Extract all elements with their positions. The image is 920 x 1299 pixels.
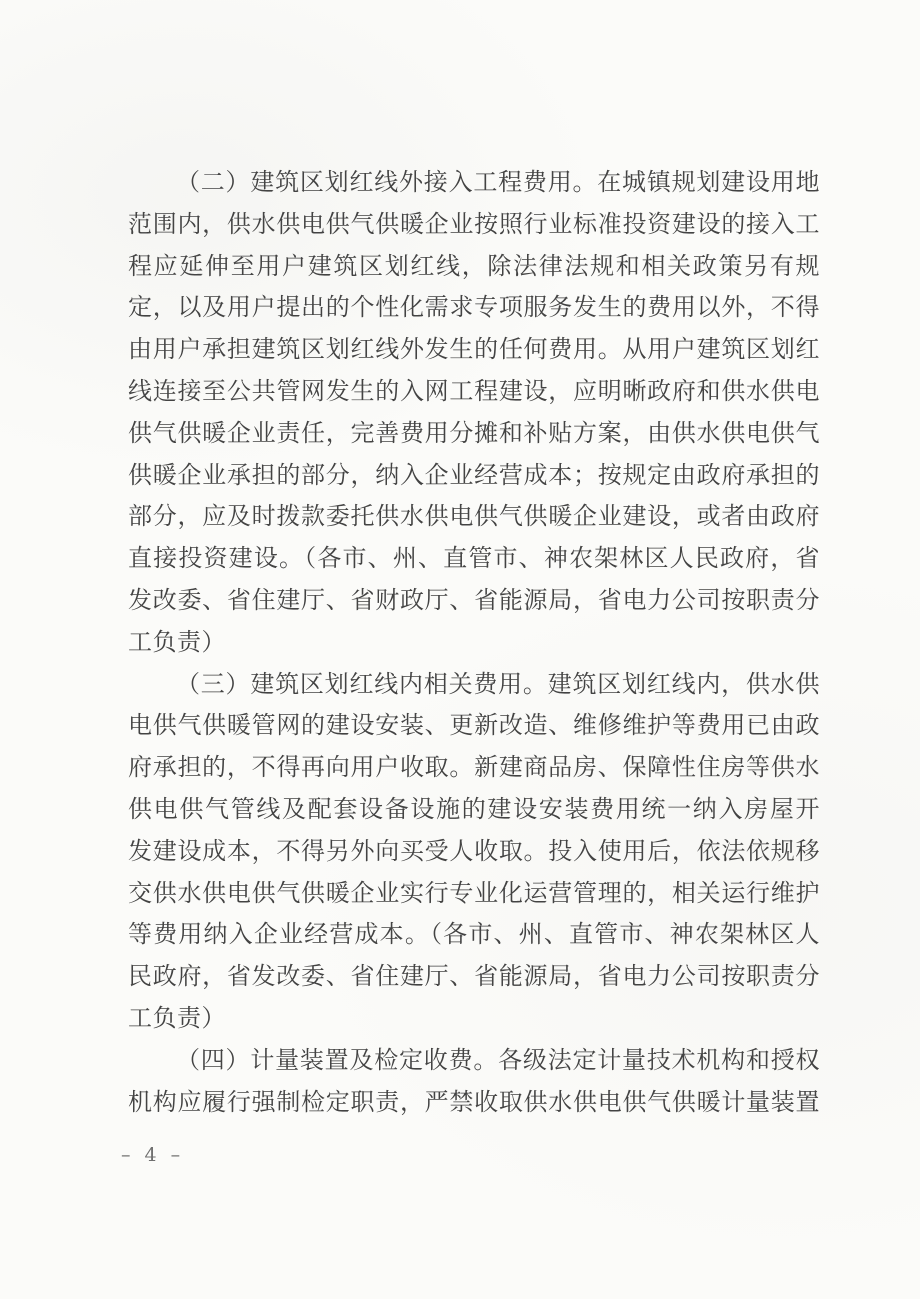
text-line: 工负责）: [128, 627, 226, 656]
text-line: 定，以及用户提出的个性化需求专项服务发生的费用以外，不得: [128, 293, 820, 322]
text-line: 交供水供电供气供暖企业实行专业化运营管理的，相关运行维护: [128, 878, 820, 907]
text-line: （二）建筑区划红线外接入工程费用。在城镇规划建设用地: [176, 168, 820, 196]
text-line: 供气供暖企业责任，完善费用分摊和补贴方案，由供水供电供气: [128, 418, 820, 447]
document-body: [128, 162, 820, 1123]
text-line: 供电供气管线及配套设备设施的建设安装费用统一纳入房屋开: [128, 794, 820, 823]
text-line: 直接投资建设。（各市、州、直管市、神农架林区人民政府，省: [128, 544, 820, 573]
text-line: 机构应履行强制检定职责，严禁收取供水供电供气供暖计量装置: [128, 1087, 820, 1116]
text-line: 部分，应及时拨款委托供水供电供气供暖企业建设，或者由政府: [128, 502, 820, 531]
text-line: 等费用纳入企业经营成本。（各市、州、直管市、神农架林区人: [128, 920, 820, 949]
text-line: 工负责）: [128, 1003, 226, 1032]
text-line: 由用户承担建筑区划红线外发生的任何费用。从用户建筑区划红: [128, 335, 820, 364]
text-line: 民政府，省发改委、省住建厅、省能源局，省电力公司按职责分: [128, 962, 820, 991]
text-line: 供暖企业承担的部分，纳入企业经营成本；按规定由政府承担的: [128, 460, 820, 489]
text-line: 范围内，供水供电供气供暖企业按照行业标准投资建设的接入工: [128, 209, 820, 238]
text-line: 发建设成本，不得另外向买受人收取。投入使用后，依法依规移: [128, 836, 820, 865]
text-line: 程应延伸至用户建筑区划红线，除法律法规和相关政策另有规: [128, 251, 820, 280]
page-number: – 4 –: [121, 1144, 185, 1166]
text-line: 线连接至公共管网发生的入网工程建设，应明晰政府和供水供电: [128, 376, 820, 405]
text-line: （三）建筑区划红线内相关费用。建筑区划红线内，供水供: [176, 669, 820, 698]
text-line: 电供气供暖管网的建设安装、更新改造、维修维护等费用已由政: [128, 711, 820, 740]
text-line: 发改委、省住建厅、省财政厅、省能源局，省电力公司按职责分: [128, 585, 820, 614]
text-line: （四）计量装置及检定收费。各级法定计量技术机构和授权: [176, 1045, 820, 1074]
text-line: 府承担的，不得再向用户收取。新建商品房、保障性住房等供水: [128, 753, 820, 782]
